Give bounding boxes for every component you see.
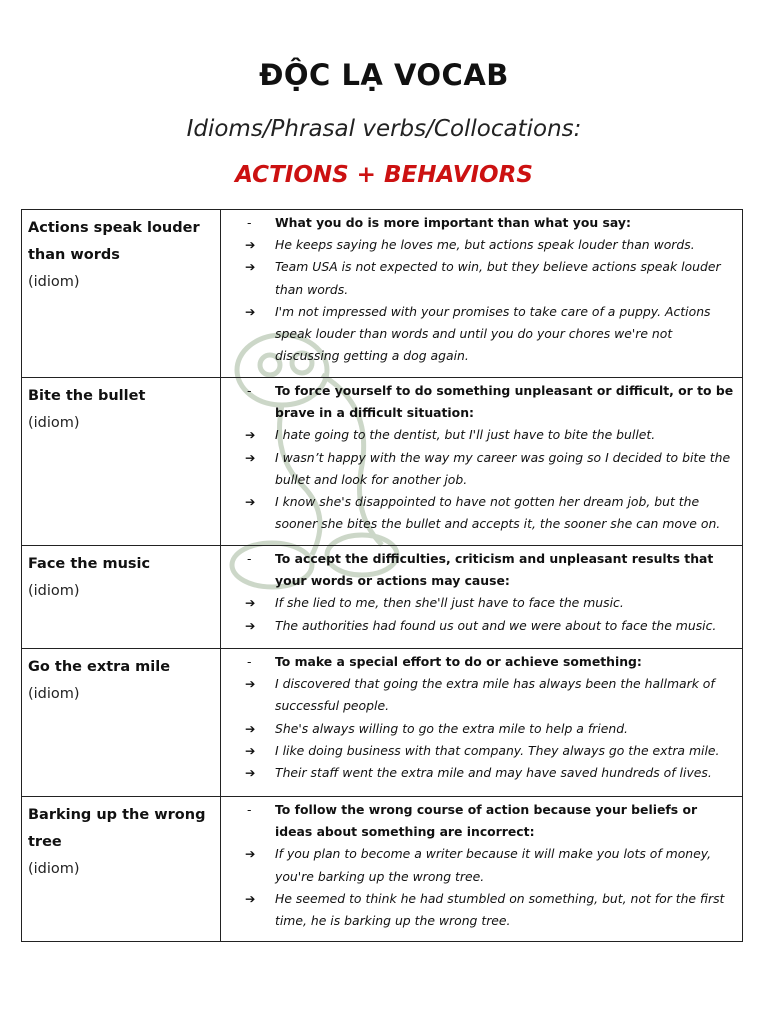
dash-bullet: - [247,551,252,566]
table-row [22,546,743,649]
info-cell [221,546,743,649]
definition [245,212,734,234]
vocab-table [21,209,743,942]
example [245,491,734,535]
definition-text: To make a special effort to do or achieve something: [275,654,642,669]
example-text: She's always willing to go the extra mile to help a friend. [275,720,628,736]
dash-bullet: - [247,383,252,398]
arrow-icon: ➔ [245,427,256,443]
example [245,888,734,932]
arrow-icon: ➔ [245,303,256,319]
example [245,447,734,491]
term-type: (idiom) [28,583,80,599]
info-cell [221,378,743,546]
table-row [22,649,743,797]
dash-bullet: - [247,215,252,230]
definition-text: To force yourself to do something unpleasant or difficult, or to be brave in a difficult situation: [275,383,734,421]
term-name: Go the extra mile [28,659,171,675]
term-type: (idiom) [28,686,80,702]
example [245,718,734,740]
example-text: I wasn’t happy with the way my career was going so I decided to bite the bullet and look for another job. [275,449,731,487]
example-text: I'm not impressed with your promises to take care of a puppy. Actions speak louder than words and until you do your chores we're not discussing getting a dog again. [275,303,711,364]
term-name: Bite the bullet [28,388,146,404]
term-cell [22,649,221,797]
example [245,256,734,300]
example-text: He keeps saying he loves me, but actions speak louder than words. [275,237,695,253]
table-row [22,210,743,378]
arrow-icon: ➔ [245,449,256,465]
term-name: Barking up the wrong tree [28,807,206,850]
example [245,843,734,887]
example-text: Their staff went the extra mile and may have saved hundreds of lives. [275,765,712,781]
example [245,592,734,614]
example-text: I know she's disappointed to have not gotten her dream job, but the sooner she bites the bullet and accepts it, the sooner she can move on. [275,494,721,532]
arrow-icon: ➔ [245,595,256,611]
info-cell [221,797,743,942]
definition [245,548,734,592]
example-text: I discovered that going the extra mile has always been the hallmark of successful people. [275,676,715,714]
arrow-icon: ➔ [245,676,256,692]
example-text: I like doing business with that company. They always go the extra mile. [275,742,720,758]
example-text: If you plan to become a writer because it will make you lots of money, you're barking up the wrong tree. [275,846,712,884]
definition [245,380,734,424]
table-row [22,378,743,546]
example [245,234,734,256]
page-title: ĐỘC LẠ VOCAB [259,58,509,92]
term-name: Face the music [28,556,151,572]
definition-text: To follow the wrong course of action because your beliefs or ideas about something are incorrect: [275,802,698,840]
term-cell [22,797,221,942]
arrow-icon: ➔ [245,765,256,781]
example [245,762,734,784]
dash-bullet: - [247,654,252,669]
definition-text: To accept the difficulties, criticism and unpleasant results that your words or actions may cause: [275,551,714,589]
example [245,673,734,717]
term-cell [22,378,221,546]
info-cell [221,210,743,378]
term-type: (idiom) [28,415,80,431]
example-text: If she lied to me, then she'll just have to face the music. [275,595,624,611]
example [245,615,734,637]
table-row [22,797,743,942]
term-type: (idiom) [28,274,80,290]
example-text: He seemed to think he had stumbled on something, but, not for the first time, he is barking up the wrong tree. [275,890,725,929]
arrow-icon: ➔ [245,494,256,510]
dash-bullet: - [247,802,252,817]
term-type: (idiom) [28,861,80,877]
arrow-icon: ➔ [245,890,256,906]
term-cell [22,546,221,649]
arrow-icon: ➔ [245,742,256,758]
example [245,424,734,446]
example [245,740,734,762]
example-text: Team USA is not expected to win, but they believe actions speak louder than words. [275,259,721,297]
arrow-icon: ➔ [245,846,256,862]
arrow-icon: ➔ [245,259,256,275]
topic-heading: ACTIONS + BEHAVIORS [235,162,533,188]
arrow-icon: ➔ [245,617,256,633]
info-cell [221,649,743,797]
term-cell [22,210,221,378]
term-name: Actions speak louder than words [28,220,200,263]
example-text: The authorities had found us out and we were about to face the music. [275,617,717,633]
page-subtitle: Idioms/Phrasal verbs/Collocations: [186,116,582,142]
arrow-icon: ➔ [245,237,256,253]
definition [245,799,734,843]
arrow-icon: ➔ [245,720,256,736]
example [245,301,734,368]
example-text: I hate going to the dentist, but I'll just have to bite the bullet. [275,427,656,443]
definition [245,651,734,673]
definition-text: What you do is more important than what you say: [275,215,631,230]
